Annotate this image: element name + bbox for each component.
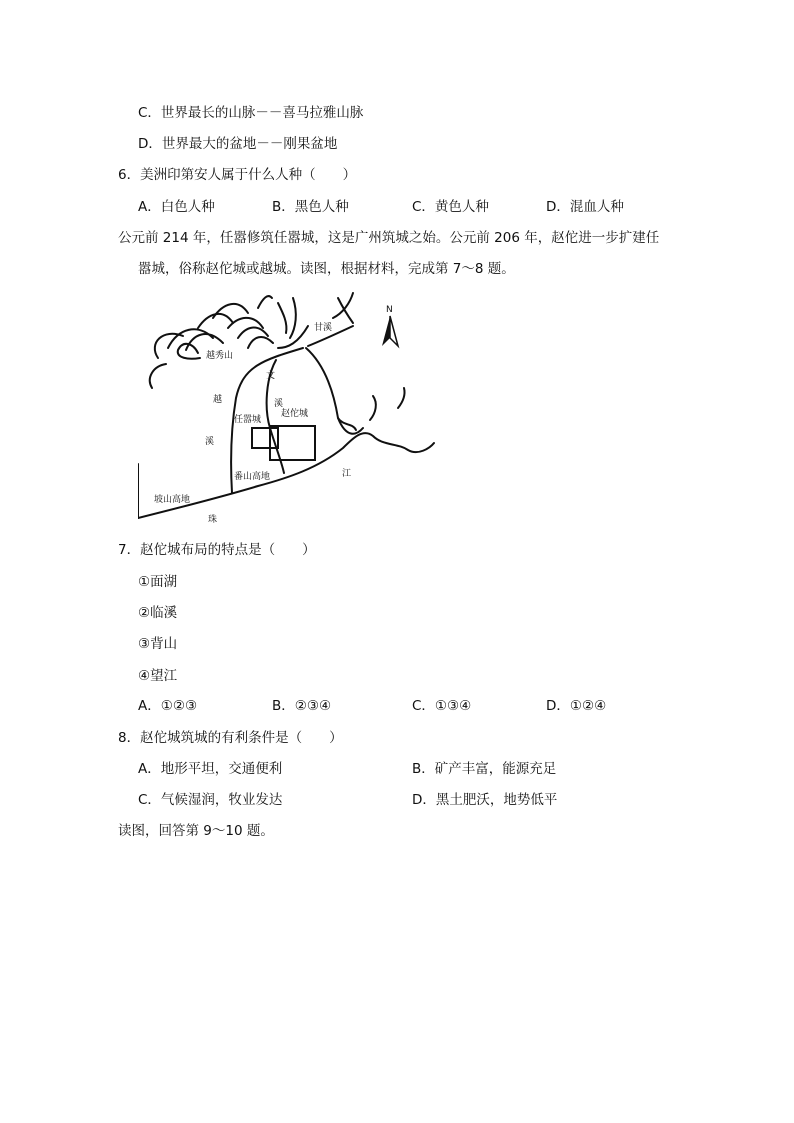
map-label-jiang: 江 bbox=[342, 469, 352, 479]
q6-option-c: C．黄色人种 bbox=[412, 199, 489, 215]
map-label-renxiao: 任嚣城 bbox=[234, 415, 262, 425]
q8-option-c: C．气候湿润，牧业发达 bbox=[138, 792, 283, 808]
north-label: N bbox=[386, 305, 393, 315]
map-drawing bbox=[138, 288, 438, 524]
q7-option-a: A．①②③ bbox=[138, 698, 198, 714]
q8-option-a: A．地形平坦，交通便利 bbox=[138, 761, 283, 777]
q8-stem: 8．赵佗城筑城的有利条件是（ ） bbox=[118, 730, 343, 746]
map-label-zhu: 珠 bbox=[208, 515, 218, 524]
q7-option-b: B．②③④ bbox=[272, 698, 332, 714]
q7-stem: 7．赵佗城布局的特点是（ ） bbox=[118, 542, 316, 558]
q7-item-3: ③背山 bbox=[138, 636, 178, 652]
q5-option-c: C．世界最长的山脉－－喜马拉雅山脉 bbox=[138, 105, 364, 121]
map-label-fanshan: 番山高地 bbox=[234, 472, 271, 482]
q6-stem: 6．美洲印第安人属于什么人种（ ） bbox=[118, 167, 357, 183]
map-label-xi-left: 溪 bbox=[205, 437, 215, 447]
q8-option-b: B．矿产丰富，能源充足 bbox=[412, 761, 557, 777]
q7-item-4: ④望江 bbox=[138, 668, 178, 684]
map-label-yuexiu: 越秀山 bbox=[206, 351, 234, 361]
map-label-ganxi: 甘溪 bbox=[314, 323, 333, 333]
q5-option-d: D．世界最大的盆地－－刚果盆地 bbox=[138, 136, 338, 152]
q7-item-2: ②临溪 bbox=[138, 605, 178, 621]
next-section-instruction: 读图，回答第 9～10 题。 bbox=[118, 823, 274, 839]
map-label-wen: 文 bbox=[266, 371, 276, 381]
passage-line-2: 嚣城，俗称赵佗城或越城。读图，根据材料，完成第 7～8 题。 bbox=[138, 261, 515, 277]
q7-option-c: C．①③④ bbox=[412, 698, 472, 714]
north-arrow-icon bbox=[382, 316, 398, 346]
map-label-zhaotuo: 赵佗城 bbox=[281, 409, 309, 419]
map-label-poshan: 坡山高地 bbox=[154, 495, 191, 505]
passage-line-1: 公元前 214 年，任嚣修筑任嚣城，这是广州筑城之始。公元前 206 年，赵佗进一步扩建任 bbox=[118, 230, 660, 246]
zhaotuo-city-outline bbox=[270, 426, 315, 460]
q6-option-a: A．白色人种 bbox=[138, 199, 215, 215]
q6-option-b: B．黑色人种 bbox=[272, 199, 349, 215]
map-label-yue: 越 bbox=[213, 395, 223, 405]
q6-option-d: D．混血人种 bbox=[546, 199, 624, 215]
q7-option-d: D．①②④ bbox=[546, 698, 607, 714]
map-label-xi-right: 溪 bbox=[274, 399, 284, 409]
q7-item-1: ①面湖 bbox=[138, 574, 178, 590]
q8-option-d: D．黑土肥沃，地势低平 bbox=[412, 792, 558, 808]
guangzhou-city-map bbox=[138, 288, 438, 524]
